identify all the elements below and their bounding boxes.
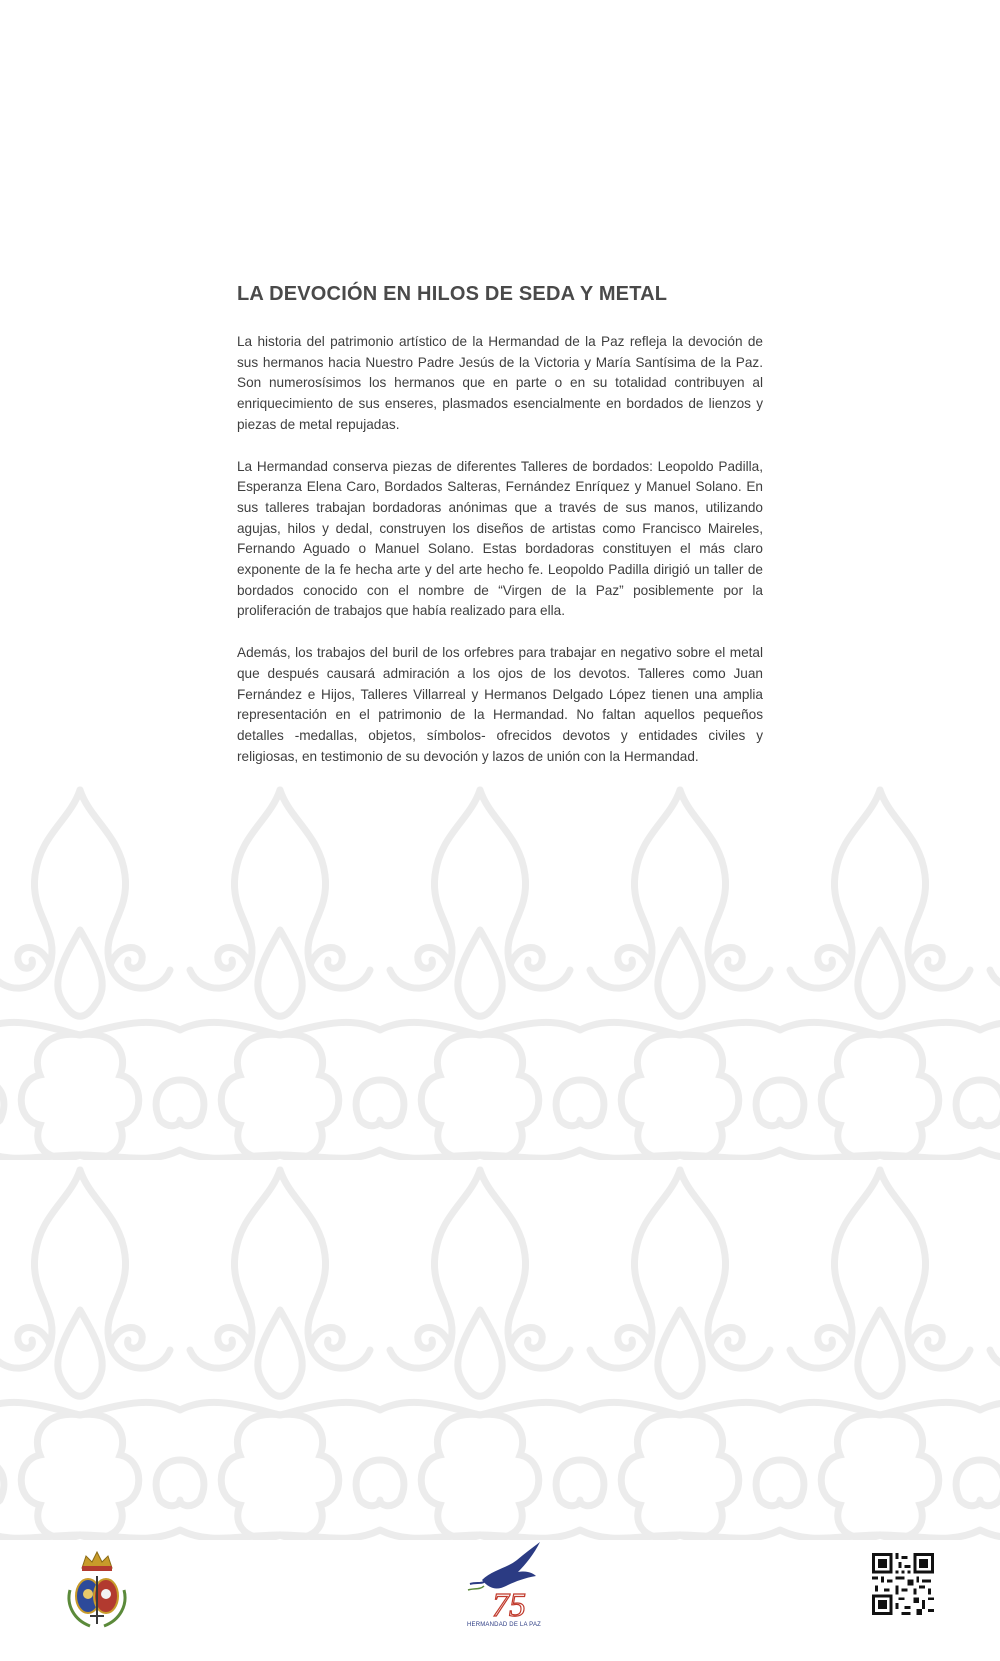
article	[237, 283, 763, 788]
qr-code-icon[interactable]	[872, 1553, 934, 1615]
paragraph-embroidery-workshops: La Hermandad conserva piezas de diferentes Talleres de bordados: Leopoldo Padilla, Esperanza Elena Caro, Bordados Salteras, Fernández Enríquez y Manuel Solano. En sus talleres trabajan bordadoras anónimas que a través de sus manos, utilizando agujas, hilos y dedal, construyen los diseños de artistas como Francisco Maireles, Fernando Aguado o Manuel Solano. Estas bordadoras constituyen el más claro exponente de la fe hecha arte y del arte hecho fe. Leopoldo Padilla dirigió un taller de bordados conocido con el nombre de “Virgen de la Paz” posiblemente por la proliferación de trabajos que había realizado para ella.	[237, 458, 763, 619]
dove-icon	[462, 1540, 546, 1620]
anniversary-label: HERMANDAD DE LA PAZ	[466, 1622, 542, 1628]
paragraph-history: La historia del patrimonio artístico de la Hermandad de la Paz refleja la devoción de sus hermanos hacia Nuestro Padre Jesús de la Victoria y María Santísima de la Paz. Son numerosísimos los hermanos que en parte o en su totalidad contribuyen al enriquecimiento de sus enseres, plasmados esencialmente en bordados de lienzos y piezas de metal repujadas.	[237, 334, 763, 432]
decorative-arabesque-pattern	[0, 780, 1000, 1540]
paragraph-silversmiths: Además, los trabajos del buril de los orfebres para trabajar en negativo sobre el metal que después causará admiración a los ojos de los devotos. Talleres como Juan Fernández e Hijos, Talleres Villarreal y Hermanos Delgado López tienen una amplia representación en el patrimonio de la Hermandad. No faltan aquellos pequeños detalles -medallas, objetos, símbolos- ofrecidos devotos y entidades civiles y religiosas, en testimonio de su devoción y lazos de unión con la Hermandad.	[237, 645, 763, 764]
article-title: LA DEVOCIÓN EN HILOS DE SEDA Y METAL	[237, 283, 668, 305]
brotherhood-crest-icon	[60, 1550, 134, 1630]
svg-text:75: 75	[492, 1587, 526, 1620]
anniversary-logo	[462, 1540, 546, 1630]
